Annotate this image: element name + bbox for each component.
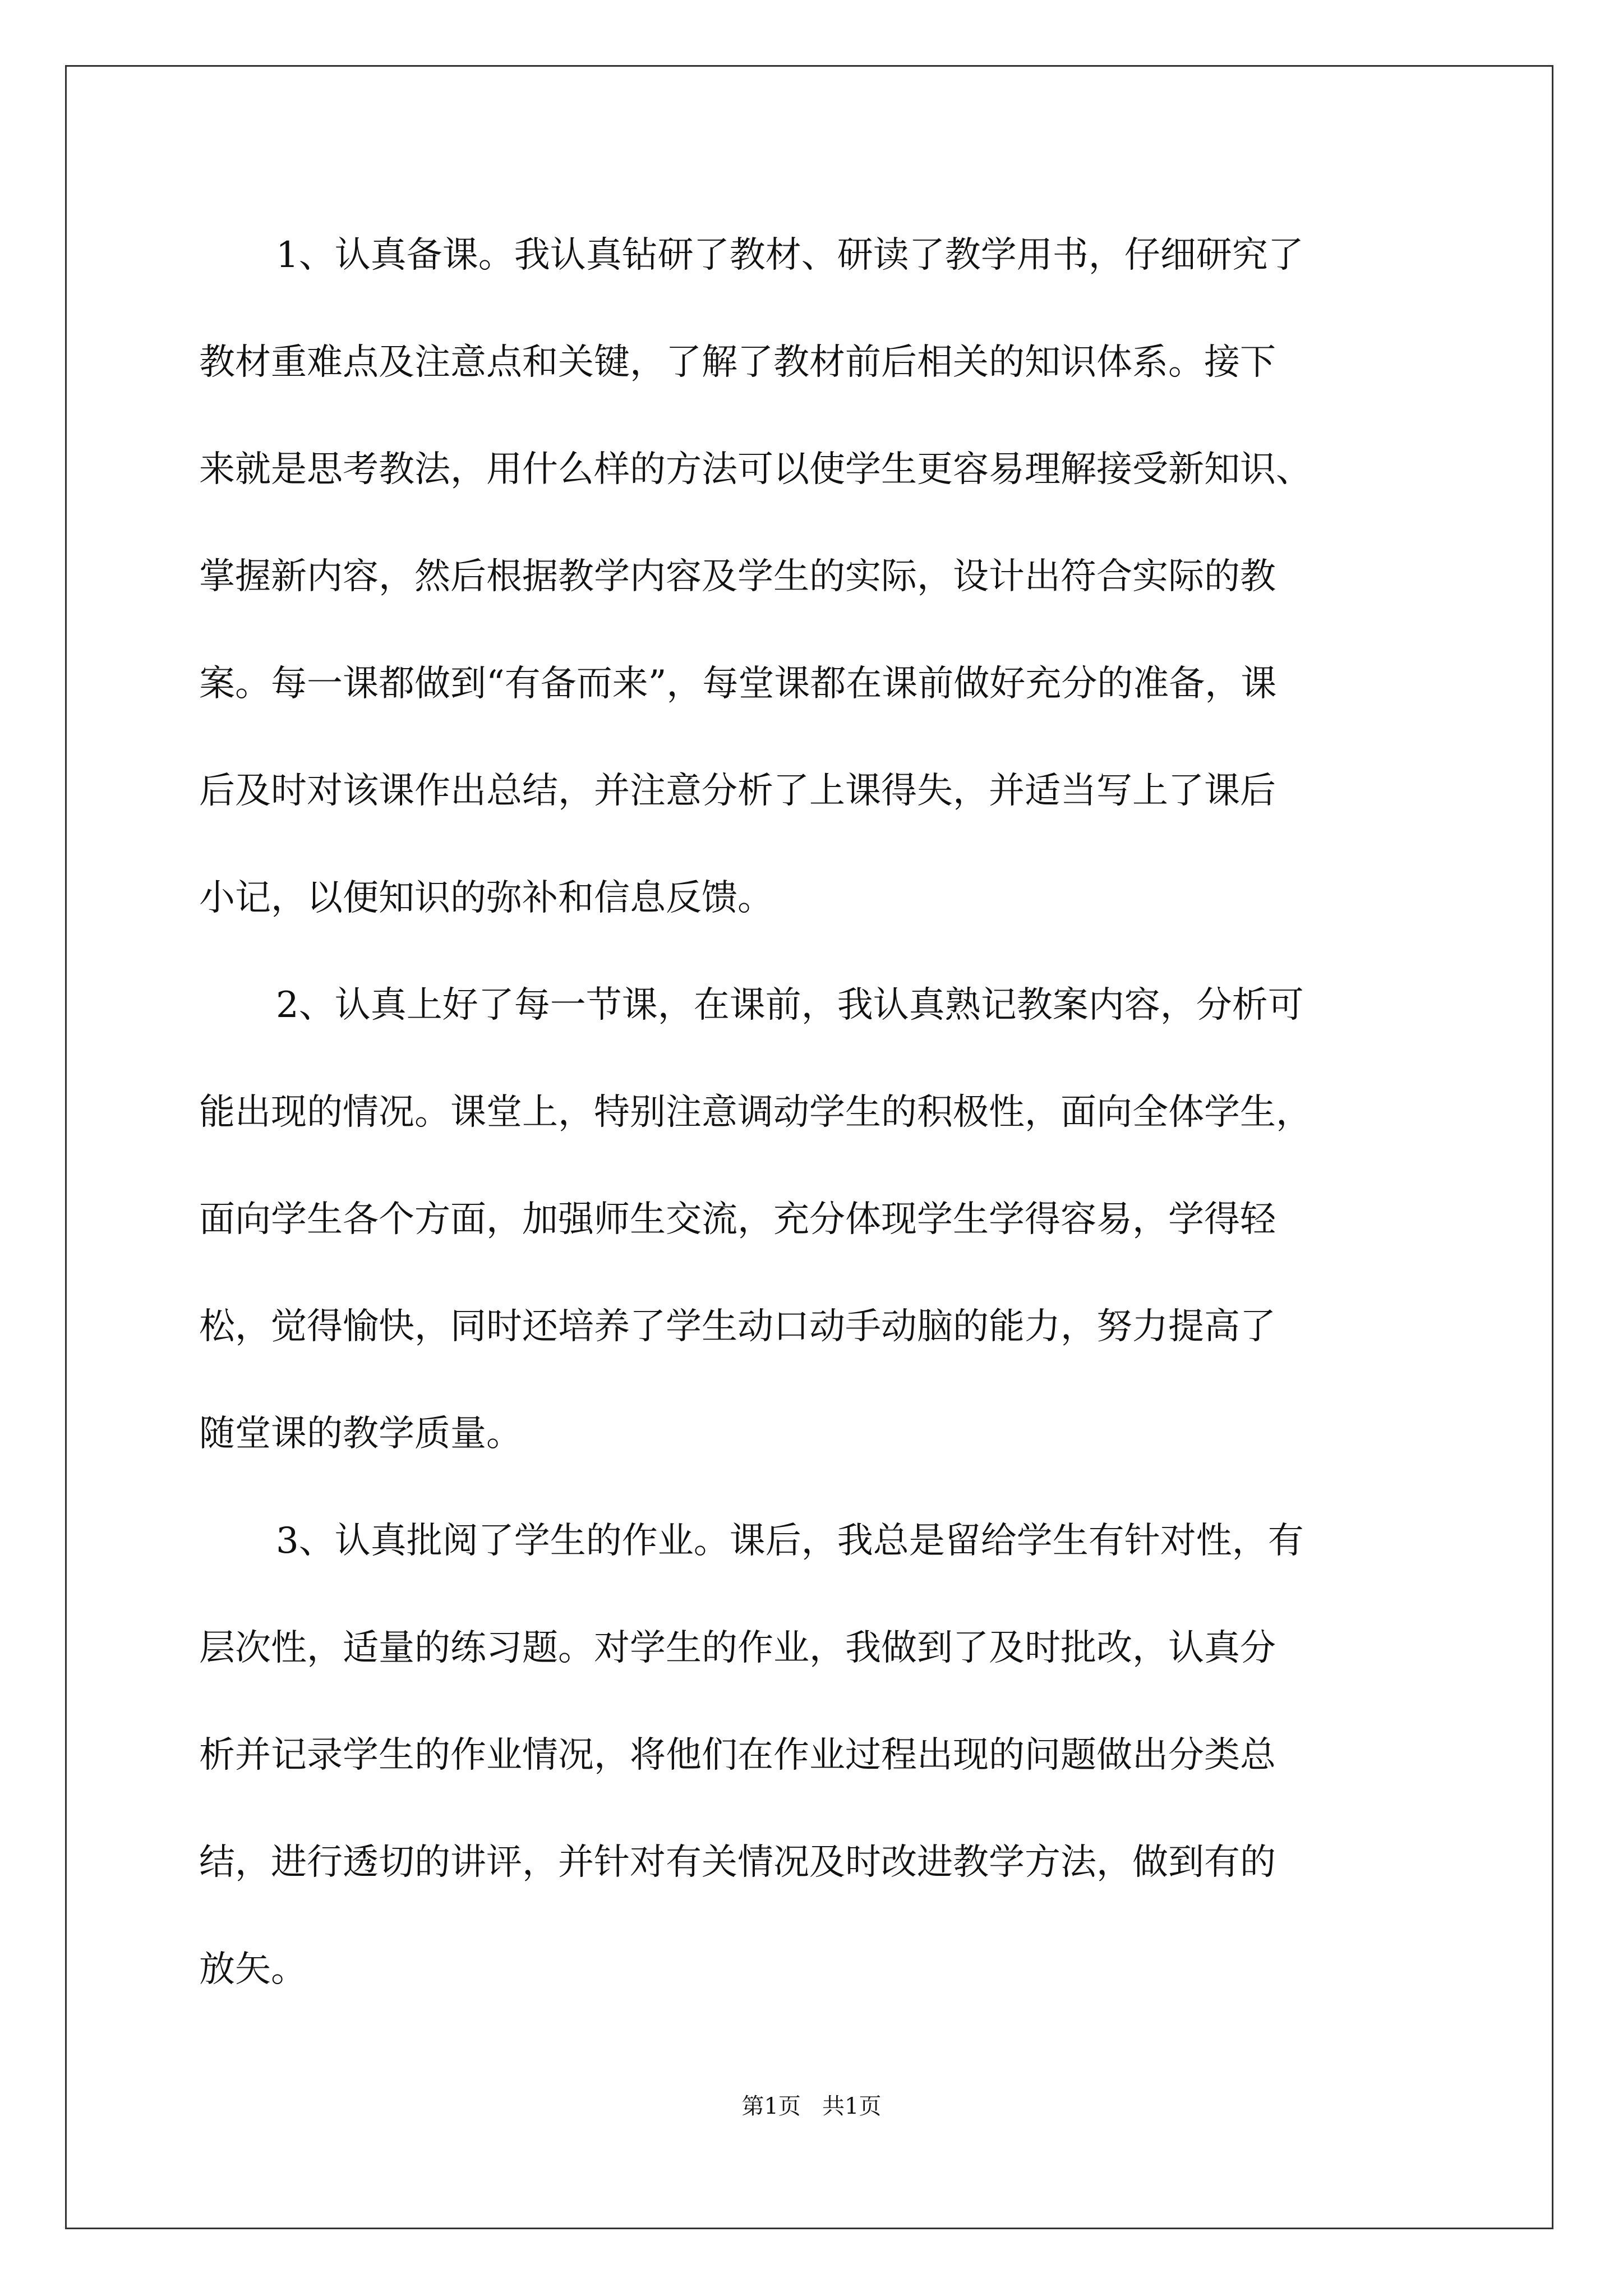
text-line: 掌握新内容，然后根据教学内容及学生的实际，设计出符合实际的教: [199, 556, 1276, 597]
text-line: 层次性，适量的练习题。对学生的作业，我做到了及时批改，认真分: [199, 1627, 1276, 1669]
text-line: 来就是思考教法，用什么样的方法可以使学生更容易理解接受新知识、: [199, 449, 1312, 490]
text-line: 能出现的情况。课堂上，特别注意调动学生的积极性，面向全体学生，: [199, 1092, 1312, 1133]
text-line: 小记，以便知识的弥补和信息反馈。: [199, 877, 773, 919]
text-line: 随堂课的教学质量。: [199, 1413, 522, 1455]
text-line: 教材重难点及注意点和关键，了解了教材前后相关的知识体系。接下: [199, 342, 1276, 383]
page-footer: 第1页 共1页: [741, 2093, 882, 2119]
text-line: 后及时对该课作出总结，并注意分析了上课得失，并适当写上了课后: [199, 770, 1276, 812]
text-line: 面向学生各个方面，加强师生交流，充分体现学生学得容易，学得轻: [199, 1199, 1276, 1240]
text-line: 3、认真批阅了学生的作业。课后，我总是留给学生有针对性，有: [276, 1520, 1304, 1562]
text-line: 析并记录学生的作业情况，将他们在作业过程出现的问题做出分类总: [199, 1734, 1276, 1776]
document-body: [199, 202, 1433, 2023]
paragraph-2: [199, 952, 1433, 1488]
paragraph-3: [199, 1488, 1433, 2023]
text-line: 松，觉得愉快，同时还培养了学生动口动手动脑的能力，努力提高了: [199, 1306, 1276, 1347]
text-line: 1、认真备课。我认真钻研了教材、研读了教学用书，仔细研究了: [276, 234, 1304, 276]
text-line: 放矢。: [199, 1949, 307, 1990]
paragraph-1: [199, 202, 1433, 952]
text-line: 结，进行透切的讲评，并针对有关情况及时改进教学方法，做到有的: [199, 1842, 1276, 1883]
text-line: 案。每一课都做到“有备而来”，每堂课都在课前做好充分的准备，课: [199, 663, 1277, 705]
text-line: 2、认真上好了每一节课，在课前，我认真熟记教案内容，分析可: [276, 984, 1304, 1026]
